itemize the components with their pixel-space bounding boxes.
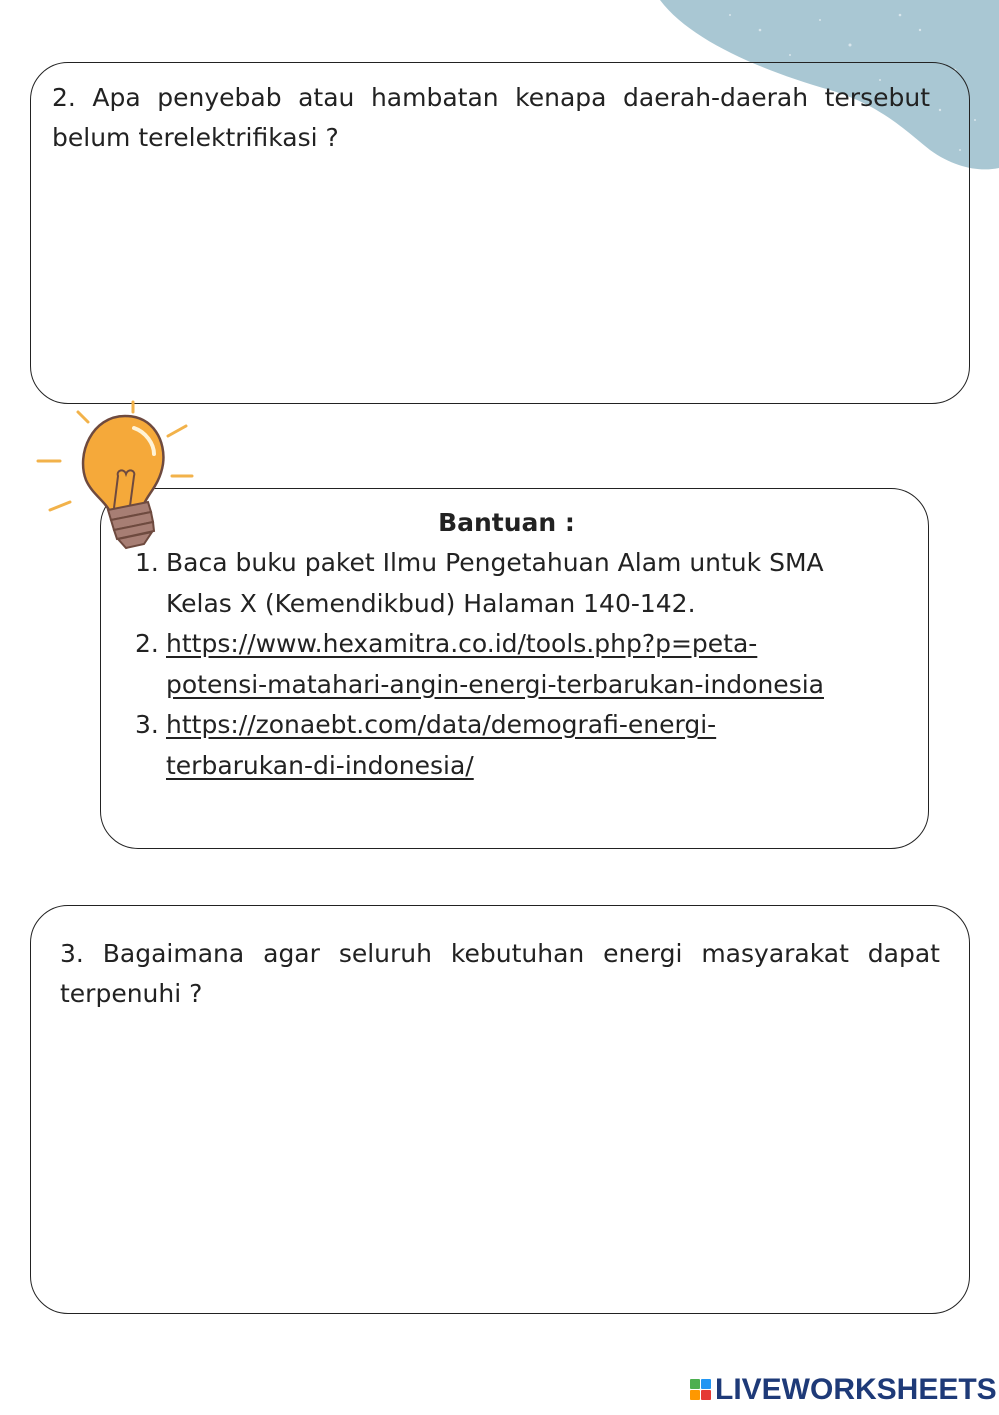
help-item-2: [135, 624, 855, 705]
question-3-text: 3. Bagaimana agar seluruh kebutuhan energi masyarakat dapat terpenuhi ?: [60, 939, 940, 1008]
help-title: Bantuan :: [438, 508, 575, 537]
help-item-number: 2.: [135, 629, 159, 658]
liveworksheets-logo-icon: [690, 1379, 712, 1401]
help-list: [135, 543, 855, 786]
hexamitra-link[interactable]: https://www.hexamitra.co.id/tools.php?p=peta-potensi-matahari-angin-energi-terbarukan-indonesia: [166, 629, 824, 699]
help-item-3: [135, 705, 855, 786]
help-item-1: [135, 543, 855, 624]
liveworksheets-logo[interactable]: [690, 1373, 997, 1407]
lightbulb-icon: [30, 398, 200, 563]
help-item-text: Baca buku paket Ilmu Pengetahuan Alam untuk SMA Kelas X (Kemendikbud) Halaman 140-142.: [166, 548, 824, 618]
help-item-number: 1.: [135, 548, 159, 577]
help-item-number: 3.: [135, 710, 159, 739]
zonaebt-link[interactable]: https://zonaebt.com/data/demografi-energi-terbarukan-di-indonesia/: [166, 710, 717, 780]
question-2-text: 2. Apa penyebab atau hambatan kenapa daerah-daerah tersebut belum terelektrifikasi ?: [52, 83, 930, 152]
logo-text: LIVEWORKSHEETS: [715, 1373, 997, 1406]
